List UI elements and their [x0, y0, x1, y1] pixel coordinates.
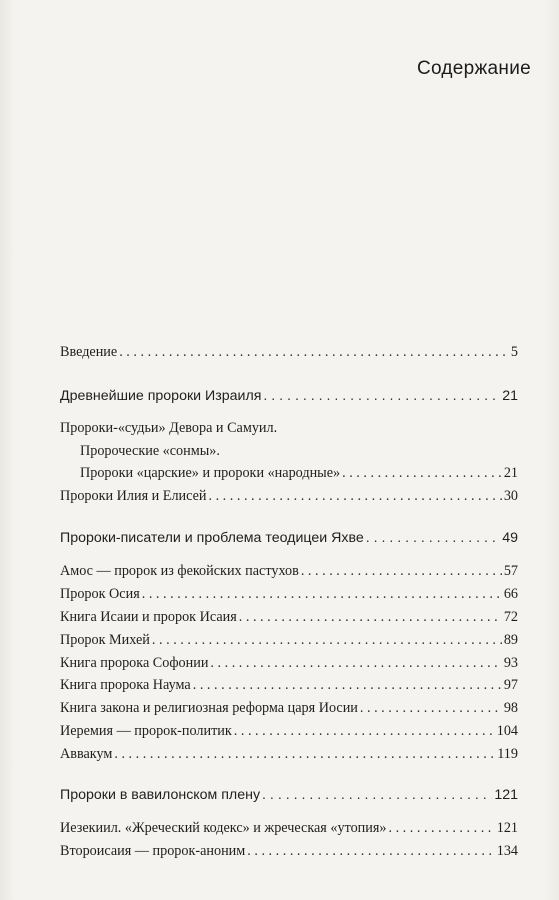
toc-entry-title: Введение: [60, 344, 118, 360]
toc-entry: [60, 676, 518, 694]
toc-entry-title: Пророк Михей: [60, 632, 150, 648]
toc-entry-title: Второисаия — пророк-аноним: [60, 843, 246, 859]
toc-entry-page: 93: [503, 655, 518, 671]
toc-part-page: 49: [502, 530, 518, 546]
dot-leader: [247, 842, 494, 860]
toc-entry-page: 66: [503, 586, 518, 602]
toc-entry-page: 89: [503, 632, 518, 648]
toc-entry-title: Иеремия — пророк-политик: [60, 723, 232, 739]
toc-entry-title: Пророки Илия и Елисей: [60, 488, 207, 504]
toc-entry-title: Пророки «царские» и пророки «народные»: [80, 465, 341, 481]
dot-leader: [388, 819, 494, 837]
toc-entry-title: Пророки-«судьи» Девора и Самуил.: [60, 420, 278, 436]
dot-leader: [262, 786, 492, 804]
toc-entry: [60, 585, 518, 603]
toc-entry-page: 134: [496, 843, 518, 859]
dot-leader: [263, 387, 500, 405]
toc-part: [60, 786, 518, 804]
dot-leader: [234, 722, 495, 740]
toc-entry: [60, 419, 518, 437]
toc-entry: [60, 819, 518, 837]
toc-entry-page: 104: [496, 723, 518, 739]
dot-leader: [360, 699, 502, 717]
toc-entry-title: Иезекиил. «Жреческий кодекс» и жреческая «утопия»: [60, 820, 387, 836]
toc-part-title: Пророки-писатели и проблема теодицеи Яхве: [60, 530, 364, 546]
dot-leader: [208, 487, 501, 505]
dot-leader: [152, 631, 502, 649]
toc-part-page: 121: [494, 787, 518, 803]
toc-entry-page: 119: [497, 746, 518, 762]
toc-entry-page: 5: [510, 344, 518, 360]
toc-entry-page: 121: [496, 820, 518, 836]
toc-entry-page: 57: [503, 563, 518, 579]
toc-entry: [60, 631, 518, 649]
toc-entry-page: 72: [503, 609, 518, 625]
dot-leader: [366, 529, 501, 547]
toc-entry-title: Книга закона и религиозная реформа царя Иосии: [60, 700, 358, 716]
toc-entry: [60, 745, 518, 763]
page-title: Содержание: [416, 58, 531, 79]
toc-entry-page: 30: [503, 488, 518, 504]
toc-entry-title: Аввакум: [60, 746, 113, 762]
toc-entry: [60, 608, 518, 626]
toc-part: [60, 387, 518, 405]
toc-part: [60, 529, 518, 547]
toc-entry-title: Книга пророка Софонии: [60, 655, 209, 671]
toc-part-title: Пророки в вавилонском плену: [60, 787, 261, 803]
dot-leader: [342, 464, 502, 482]
toc-entry-continuation: [80, 464, 518, 482]
toc-entry: [60, 562, 518, 580]
toc-entry-title: Пророческие «сонмы».: [80, 443, 220, 459]
toc-entry-continuation: [80, 442, 518, 460]
toc-entry: [60, 487, 518, 505]
toc-part-title: Древнейшие пророки Израиля: [60, 388, 262, 404]
dot-leader: [301, 562, 502, 580]
toc-entry-page: 97: [503, 677, 518, 693]
dot-leader: [119, 343, 509, 361]
toc-part-page: 21: [502, 388, 518, 404]
toc-entry: [60, 343, 518, 361]
dot-leader: [239, 608, 502, 626]
toc-entry: [60, 722, 518, 740]
toc-entry: [60, 654, 518, 672]
dot-leader: [142, 585, 502, 603]
dot-leader: [210, 654, 501, 672]
toc-entry-title: Книга пророка Наума: [60, 677, 191, 693]
toc-entry-title: Амос — пророк из фекойских пастухов: [60, 563, 299, 579]
toc-entry-page: 98: [503, 700, 518, 716]
toc-entry-title: Книга Исаии и пророк Исаия: [60, 609, 237, 625]
toc-entry-page: 21: [503, 465, 518, 481]
dot-leader: [193, 676, 502, 694]
dot-leader: [114, 745, 495, 763]
toc-entry: [60, 842, 518, 860]
toc-entry-title: Пророк Осия: [60, 586, 140, 602]
toc-entry: [60, 699, 518, 717]
